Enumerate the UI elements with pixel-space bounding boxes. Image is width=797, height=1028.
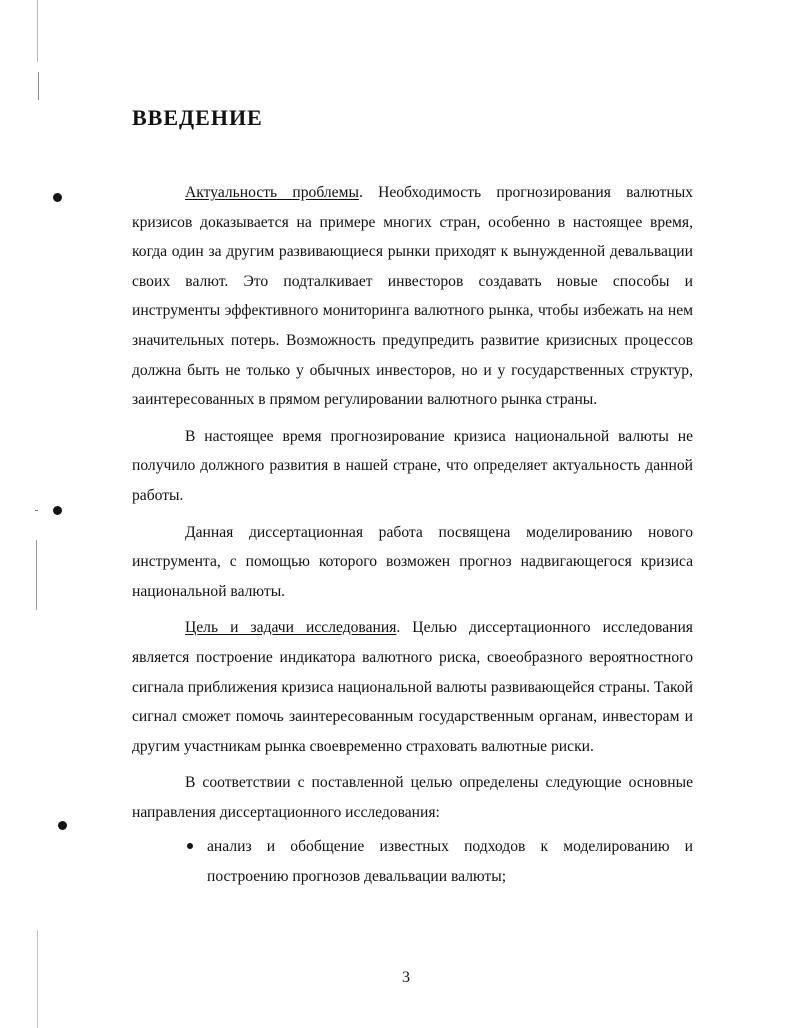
page-title: ВВЕДЕНИЕ [132, 105, 263, 130]
binding-hole-mark [53, 193, 62, 202]
binding-hole-mark [58, 821, 67, 830]
directions-list [132, 832, 693, 891]
paragraph-current-state: В настоящее время прогнозирование кризиса национальной валюты не получило должного развития в нашей стране, что определяет актуальность данной работы. [132, 427, 693, 504]
paragraph-goals [132, 613, 693, 761]
paragraph-directions-intro: В соответствии с поставленной целью определены следующие основные направления диссертационного исследования: [132, 774, 693, 821]
document-body [132, 178, 693, 892]
goals-heading: Цель и задачи исследования [185, 619, 397, 637]
page-number: 3 [402, 969, 410, 986]
scan-edge-line [36, 540, 37, 610]
list-item-text: анализ и обобщение известных подходов к моделированию и построению прогнозов девальвации валюты; [207, 838, 693, 886]
relevance-heading: Актуальность проблемы [185, 184, 359, 201]
paragraph-purpose: Данная диссертационная работа посвящена моделированию нового инструмента, с помощью которого возможен прогноз надвигающегося кризиса национальной валюты. [132, 523, 693, 600]
binding-hole-mark [53, 506, 62, 515]
goals-text: . Целью диссертационного исследования является построение индикатора валютного риска, своеобразного вероятностного сигнала приближения кризиса национальной валюты развивающейся страны. Такой сигнал сможет помочь заинтересованным государственным органам, инвесторам и другим участникам рынка своевременно страховать валютные риски. [132, 619, 693, 755]
scan-edge-line [37, 930, 38, 1028]
list-item [132, 832, 693, 891]
scan-edge-mark [35, 510, 38, 511]
scan-edge-line [37, 0, 38, 62]
bullet-icon [187, 843, 193, 849]
scan-edge-line [38, 72, 39, 100]
relevance-text: . Необходимость прогнозирования валютных кризисов доказывается на примере многих стран, особенно в настоящее время, когда один за другим развивающиеся рынки приходят к вынужденной девальвации своих валют. Это подталкивает инвесторов создавать новые способы и инструменты эффективного мониторинга валютного рынка, чтобы избежать на нем значительных потерь. Возможность предупредить развитие кризисных процессов должна быть не только у обычных инвесторов, но и у государственных структур, заинтересованных в прямом регулировании валютного рынка страны. [132, 184, 693, 409]
paragraph-relevance [132, 178, 693, 415]
